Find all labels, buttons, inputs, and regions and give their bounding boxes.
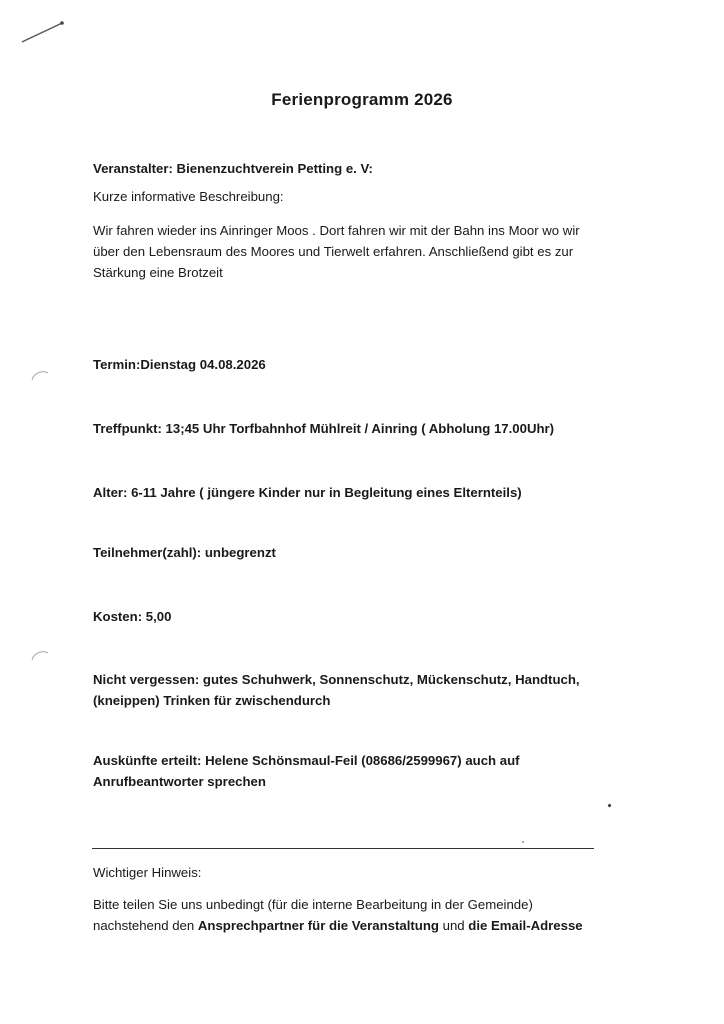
notice-label: Wichtiger Hinweis:: [93, 865, 202, 880]
speck-mark: [607, 803, 611, 807]
description-label: Kurze informative Beschreibung:: [93, 189, 284, 204]
notice-line-1: Bitte teilen Sie uns unbedingt (für die interne Bearbeitung in der Gemeinde): [93, 897, 533, 912]
page-title: Ferienprogramm 2026: [271, 90, 453, 109]
cost-line: Kosten: 5,00: [93, 609, 172, 624]
age-line: Alter: 6-11 Jahre ( jüngere Kinder nur in Begleitung eines Elternteils): [93, 485, 522, 500]
punch-hole-mark-top: [30, 368, 50, 382]
notice-line-2-middle: und: [438, 918, 469, 933]
organizer-line: Veranstalter: Bienenzuchtverein Petting e. V:: [93, 161, 373, 176]
dont-forget-line-1: Nicht vergessen: gutes Schuhwerk, Sonnenschutz, Mückenschutz, Handtuch,: [93, 672, 580, 687]
punch-hole-mark-bottom: [30, 648, 50, 662]
description-line-2: über den Lebensraum des Moores und Tierwelt erfahren. Anschließend gibt es zur: [93, 244, 574, 259]
dont-forget-line-2: (kneippen) Trinken für zwischendurch: [93, 693, 331, 708]
notice-line-2: [93, 915, 583, 936]
divider-line: [92, 848, 594, 849]
notice-contact-person: Ansprechpartner für die Veranstaltung: [197, 918, 439, 933]
description-line-1: Wir fahren wieder ins Ainringer Moos . Dort fahren wir mit der Bahn ins Moor wo wir: [93, 223, 580, 238]
contact-line-2: Anrufbeantworter sprechen: [93, 774, 266, 789]
contact-line-1: Auskünfte erteilt: Helene Schönsmaul-Feil (08686/2599967) auch auf: [93, 753, 520, 768]
pen-mark: [18, 18, 68, 48]
speck-mark-small: [522, 841, 524, 843]
date-line: Termin:Dienstag 04.08.2026: [93, 357, 266, 372]
meeting-point-line: Treffpunkt: 13;45 Uhr Torfbahnhof Mühlreit / Ainring ( Abholung 17.00Uhr): [93, 421, 555, 436]
description-line-3: Stärkung eine Brotzeit: [93, 265, 223, 280]
notice-email-address: die Email-Adresse: [468, 918, 583, 933]
participants-line: Teilnehmer(zahl): unbegrenzt: [93, 545, 276, 560]
notice-line-2-prefix: nachstehend den: [93, 918, 198, 933]
